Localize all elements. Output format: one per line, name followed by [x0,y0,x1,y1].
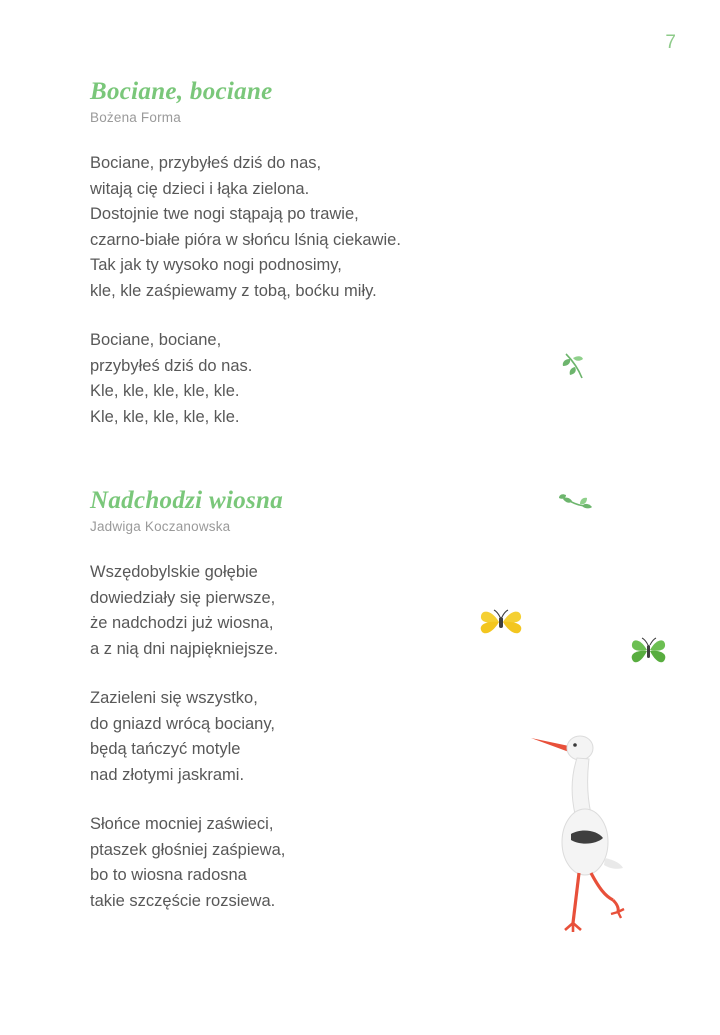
page-number: 7 [665,32,676,53]
poem-stanza [90,686,520,788]
poem-line: bo to wiosna radosna [90,866,247,884]
poem-stanza [90,812,520,914]
poem-title: Nadchodzi wiosna [90,487,284,514]
poem-stanza [90,151,520,304]
poem-line: Wszędobylskie gołębie [90,563,258,581]
poem-nadchodzi-wiosna [90,487,520,914]
poem-stanza [90,328,520,430]
poem-bociane-bociane [90,78,520,430]
poem-line: takie szczęście rozsiewa. [90,891,276,910]
poem-line: Dostojnie twe nogi stąpają po trawie, [90,205,359,223]
poem-author: Bożena Forma [90,110,181,125]
butterfly-icon [478,605,524,639]
poem-line: Tak jak ty wysoko nogi podnosimy, [90,256,342,274]
poem-title: Bociane, bociane [90,78,273,105]
butterfly-icon [630,632,666,670]
poem-stanza [90,560,520,662]
poem-line: będą tańczyć motyle [90,740,241,758]
poem-line: ptaszek głośniej zaśpiewa, [90,840,286,859]
leaf-sprig-icon [558,492,596,522]
poem-line: że nadchodzi już wiosna, [90,614,274,632]
poem-line: Bociane, przybyłeś dziś do nas, [90,154,322,172]
poem-line: przybyłeś dziś do nas. [90,356,253,375]
poem-line: kle, kle zaśpiewamy z tobą, boćku miły. [90,281,377,300]
poem-line: Kle, kle, kle, kle, kle. [90,407,240,426]
poem-author: Jadwiga Koczanowska [90,519,231,534]
poem-line: Kle, kle, kle, kle, kle. [90,382,240,400]
poem-line: Zazieleni się wszystko, [90,689,258,707]
poem-line: dowiedziały się pierwsze, [90,588,276,607]
poem-line: witają cię dzieci i łąka zielona. [90,179,310,198]
leaf-sprig-icon [560,350,594,384]
poem-line: Bociane, bociane, [90,331,222,349]
stork-illustration [525,718,645,943]
poem-line: a z nią dni najpiękniejsze. [90,639,279,658]
poem-line: nad złotymi jaskrami. [90,765,245,784]
poem-line: Słońce mocniej zaświeci, [90,815,274,833]
poem-line: do gniazd wrócą bociany, [90,714,275,733]
poem-line: czarno-białe pióra w słońcu lśnią ciekawie. [90,230,401,249]
